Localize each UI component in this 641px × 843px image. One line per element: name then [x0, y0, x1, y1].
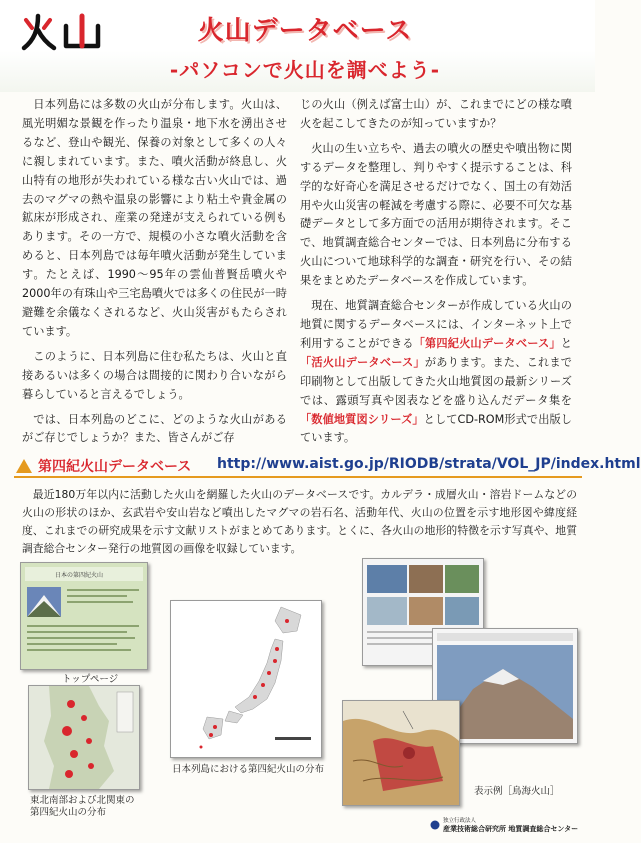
japan-map-caption: 日本列島における第四紀火山の分布 — [172, 764, 325, 775]
intro-paragraph: 火山の生い立ちや、過去の噴火の歴史や噴出物に関するデータを整理し、判りやすく提示することは、科学的な好奇心を満足させるだけでなく、国土の有効活用や火山災害の軽減を考慮する際に、必要不可欠な基礎データとして多方面での活用が期待されます。そこで、地質調査総合センターでは、日本列島に分布する火山について地球科学的な調査・研究を行い、その結果をまとめたデータベースを作成しています。 — [300, 141, 572, 288]
triangle-bullet-icon — [16, 459, 32, 473]
intro-right-column — [300, 96, 572, 454]
top-page-screen-title: 日本の第四紀火山 — [55, 572, 104, 579]
top-page-graphic — [21, 563, 147, 669]
top-page-screenshot — [20, 562, 148, 670]
section-header — [14, 456, 641, 478]
active-volcano-db-highlight: 「活火山データベース」 — [300, 355, 425, 369]
tohoku-map-image — [28, 685, 140, 790]
page-title: 火山データベース — [197, 16, 413, 46]
page-header — [0, 0, 595, 92]
japan-map-graphic — [171, 601, 321, 757]
example-caption: 表示例［鳥海火山］ — [474, 786, 560, 797]
org-name: 産業技術総合研究所 地質調査総合センター — [443, 825, 579, 833]
intro-left-column — [22, 96, 287, 454]
digital-geomap-highlight: 「数値地質図シリーズ」 — [300, 412, 424, 426]
intro-paragraph: じの火山（例えば富士山）が、これまでにどの様な噴火を起こしてきたのが知っていますか？ — [300, 98, 572, 130]
example-screenshot-front — [342, 700, 460, 806]
intro-paragraph — [300, 297, 572, 448]
volcano-logo-icon — [20, 12, 104, 52]
intro-paragraph: では、日本列島のどこに、どのような火山があるがご存じでしょうか？また、皆さんがご存 — [22, 412, 287, 445]
page-subtitle: -パソコンで火山を調べよう- — [169, 58, 441, 82]
text-run: としてCD-ROM形式で出版しています。 — [300, 412, 572, 445]
japan-map-image — [170, 600, 322, 758]
tohoku-caption-line: 東北南部および北関東の — [30, 795, 135, 806]
quaternary-db-highlight: 「第四紀火山データベース」 — [413, 336, 561, 350]
intro-paragraph: 日本列島には多数の火山が分布します。火山は、風光明媚な景観を作ったり温泉・地下水を湧出させるなど、登山や観光、保養の対象として多くの人々に親しまれています。また、噴火活動が終息し、火山特有の地形が失われている様な古い火山では、過去のマグマの熱や温泉の影響により粘土や貴金属の鉱床が形成され、産業の発達が支えられている例もあります。その一方で、規模の小さな噴火活動を含めると、日本列島では毎年噴火活動が発生しています。たとえば、1990～95年の雲仙普賢岳噴火や2000年の有珠山や三宅島噴火では多くの住民が一時避難を余儀なくされるなど、火山災害がもたらされています。 — [22, 98, 287, 338]
section-url-link[interactable]: http://www.aist.go.jp/RIODB/strata/VOL_JP/index.html — [217, 456, 641, 472]
section-description: 最近180万年以内に活動した火山を網羅した火山のデータベースです。カルデラ・成層火山・溶岩ドームなどの火山の形状のほか、玄武岩や安山岩など噴出したマグマの岩石名、活動年代、火山の位置を示す地形図や緯度経度、これまでの研究成果を示す文献リストがまとめてあります。とくに、各火山の地形的特徴を示す写真や、地質調査総合センター発行の地質図の画像を収録しています。 — [22, 488, 577, 555]
text-run: と — [560, 336, 572, 350]
tohoku-map-caption — [30, 795, 135, 819]
text-run: があります。また、これまで印刷物として出版してきた火山地質図の最新シリーズでは、露頭写真や図表などを盛り込んだデータ集を — [300, 355, 572, 407]
aist-logo-icon — [430, 820, 440, 830]
tohoku-map-graphic — [29, 686, 139, 789]
org-type-label: 独立行政法人 — [443, 818, 477, 824]
top-page-caption: トップページ — [62, 674, 119, 685]
text-run: 現在、地質調査総合センターが作成している火山の地質に関するデータベースには、インターネット上で利用することができる — [300, 299, 572, 350]
example-front-graphic — [343, 701, 459, 805]
tohoku-caption-line: 第四紀火山の分布 — [30, 807, 107, 818]
intro-paragraph: このように、日本列島に住む私たちは、火山と直接あるいは多くの場合は間接的に関わり合いながら暮らしていると言えるでしょう。 — [22, 349, 287, 401]
section-title: 第四紀火山データベース — [38, 459, 192, 475]
